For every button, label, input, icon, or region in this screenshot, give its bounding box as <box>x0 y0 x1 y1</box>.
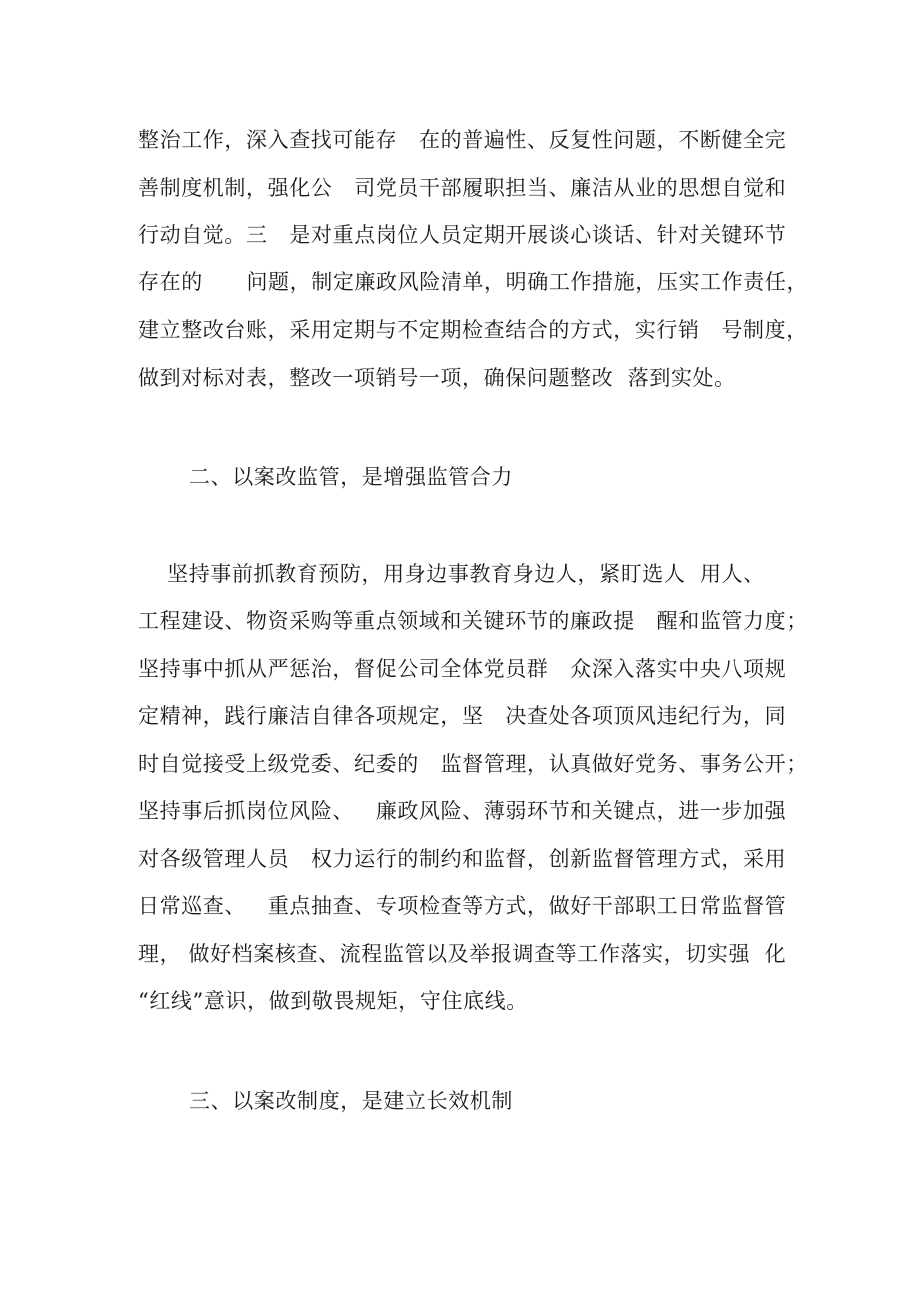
paragraph2-line: 工程建设、物资采购等重点领域和关键环节的廉政提 醒和监管力度； <box>138 609 808 633</box>
paragraph1-line: 建立整改台账，采用定期与不定期检查结合的方式，实行销 号制度， <box>138 318 808 342</box>
paragraph1-line: 存在的 问题，制定廉政风险清单，明确工作措施，压实工作责任， <box>138 270 809 294</box>
paragraph1-line: 善制度机制，强化公 司党员干部履职担当、廉洁从业的思想自觉和 <box>138 176 787 200</box>
paragraph2-line: 定精神，践行廉洁自律各项规定，坚 决查处各项顶风违纪行为，同 <box>138 704 787 728</box>
paragraph2-line: 坚持事后抓岗位风险、 廉政风险、薄弱环节和关键点，进一步加强 <box>138 799 787 823</box>
paragraph1-line: 整治工作，深入查找可能存 在的普遍性、反复性问题，不断健全完 <box>138 128 787 152</box>
section-heading-3: 三、以案改制度，是建立长效机制 <box>189 1089 513 1113</box>
paragraph2-line: 坚持事中抓从严惩治，督促公司全体党员群 众深入落实中央八项规 <box>138 657 787 681</box>
paragraph1-line: 做到对标对表，整改一项销号一项，确保问题整改 落到实处。 <box>138 366 736 390</box>
paragraph2-line: “红线”意识，做到敬畏规矩，守住底线。 <box>138 989 528 1013</box>
paragraph2-line: 坚持事前抓教育预防，用身边事教育身边人，紧盯选人 用人、 <box>138 562 765 586</box>
paragraph1-line: 行动自觉。三 是对重点岗位人员定期开展谈心谈话、针对关键环节 <box>138 223 787 247</box>
paragraph2-line: 日常巡查、 重点抽查、专项检查等方式，做好干部职工日常监督管 <box>138 894 787 918</box>
paragraph2-line: 对各级管理人员 权力运行的制约和监督，创新监督管理方式，采用 <box>138 847 787 871</box>
paragraph2-line: 理， 做好档案核查、流程监管以及举报调查等工作落实，切实强 化 <box>138 942 787 966</box>
paragraph2-line: 时自觉接受上级党委、纪委的 监督管理，认真做好党务、事务公开； <box>138 752 808 776</box>
section-heading-2: 二、以案改监管，是增强监管合力 <box>189 465 513 489</box>
